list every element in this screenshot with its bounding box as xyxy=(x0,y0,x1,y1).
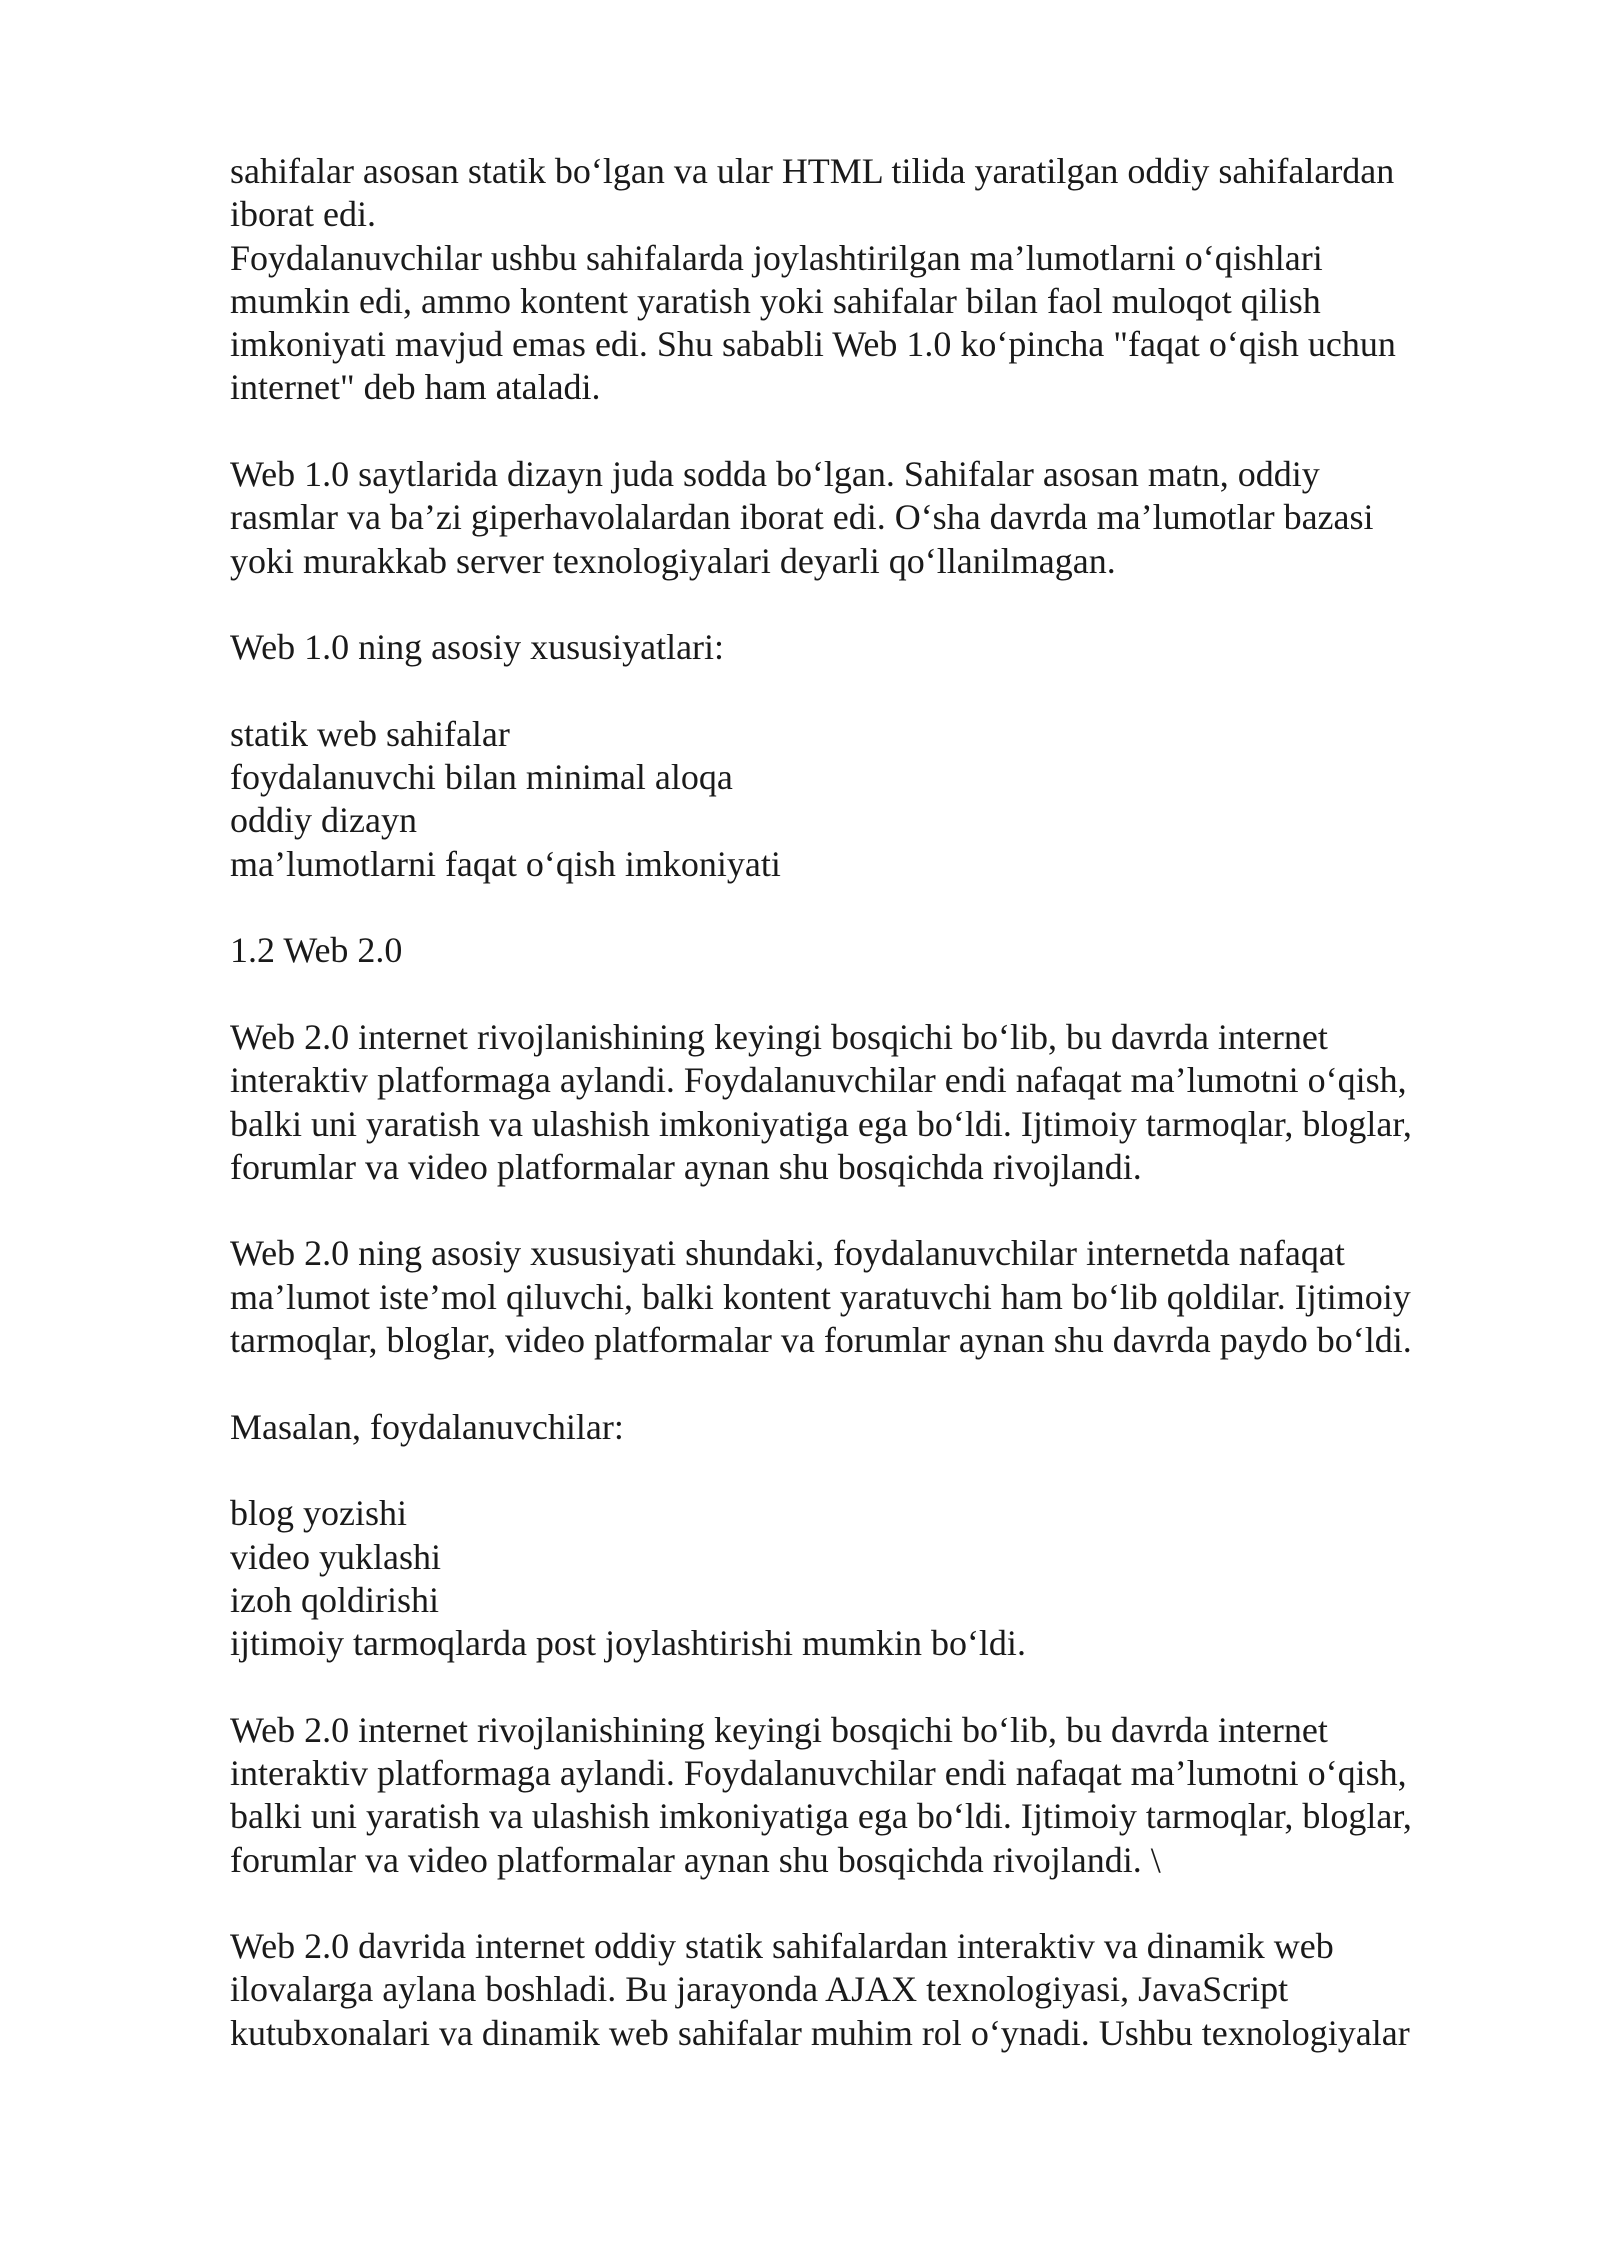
text-line: rasmlar va ba’zi giperhavolalardan iborat edi. O‘sha davrda ma’lumotlar bazasi xyxy=(230,497,1374,538)
paragraph-gap xyxy=(230,1665,1490,1708)
text-line: Foydalanuvchilar ushbu sahifalarda joylashtirilgan ma’lumotlarni o‘qishlari xyxy=(230,237,1323,278)
text-line: kutubxonalari va dinamik web sahifalar muhim rol o‘ynadi. Ushbu texnologiyalar xyxy=(230,2012,1410,2053)
text-line: balki uni yaratish va ulashish imkoniyatiga ega bo‘ldi. Ijtimoiy tarmoqlar, bloglar, xyxy=(230,1796,1412,1837)
text-line: video yuklashi xyxy=(230,1536,441,1577)
text-line: oddiy dizayn xyxy=(230,800,417,841)
text-line: ijtimoiy tarmoqlarda post joylashtirishi mumkin bo‘ldi. xyxy=(230,1623,1026,1664)
paragraph xyxy=(230,1406,1490,1449)
text-line: 1.2 Web 2.0 xyxy=(230,930,403,971)
text-line: iborat edi. xyxy=(230,194,376,235)
document-body xyxy=(230,150,1490,2055)
text-line: tarmoqlar, bloglar, video platformalar va forumlar aynan shu davrda paydo bo‘ldi. xyxy=(230,1320,1412,1361)
text-line: Masalan, foydalanuvchilar: xyxy=(230,1406,624,1447)
paragraph-gap xyxy=(230,1189,1490,1232)
text-line: blog yozishi xyxy=(230,1493,407,1534)
paragraph-gap xyxy=(230,1362,1490,1405)
paragraph-gap xyxy=(230,670,1490,713)
paragraph-gap xyxy=(230,410,1490,453)
text-line: ilovalarga aylana boshladi. Bu jarayonda AJAX texnologiyasi, JavaScript xyxy=(230,1969,1289,2010)
text-line: balki uni yaratish va ulashish imkoniyatiga ega bo‘ldi. Ijtimoiy tarmoqlar, bloglar, xyxy=(230,1103,1412,1144)
text-line: imkoniyati mavjud emas edi. Shu sababli Web 1.0 ko‘pincha "faqat o‘qish uchun xyxy=(230,324,1396,365)
paragraph xyxy=(230,453,1490,583)
text-line: foydalanuvchi bilan minimal aloqa xyxy=(230,757,733,798)
text-line: Web 2.0 internet rivojlanishining keyingi bosqichi bo‘lib, bu davrda internet xyxy=(230,1709,1328,1750)
text-line: interaktiv platformaga aylandi. Foydalanuvchilar endi nafaqat ma’lumotni o‘qish, xyxy=(230,1752,1407,1793)
text-line: forumlar va video platformalar aynan shu bosqichda rivojlandi. xyxy=(230,1146,1142,1187)
text-line: Web 2.0 ning asosiy xususiyati shundaki, foydalanuvchilar internetda nafaqat xyxy=(230,1233,1345,1274)
paragraph-gap xyxy=(230,1449,1490,1492)
text-line: izoh qoldirishi xyxy=(230,1579,439,1620)
paragraph-gap xyxy=(230,973,1490,1016)
paragraph xyxy=(230,150,1490,410)
text-line: Web 1.0 saytlarida dizayn juda sodda bo‘lgan. Sahifalar asosan matn, oddiy xyxy=(230,454,1320,495)
text-line: forumlar va video platformalar aynan shu bosqichda rivojlandi. \ xyxy=(230,1839,1161,1880)
text-line: internet" deb ham ataladi. xyxy=(230,367,601,408)
paragraph-gap xyxy=(230,886,1490,929)
text-line: statik web sahifalar xyxy=(230,713,510,754)
text-line: interaktiv platformaga aylandi. Foydalanuvchilar endi nafaqat ma’lumotni o‘qish, xyxy=(230,1060,1407,1101)
text-line: Web 1.0 ning asosiy xususiyatlari: xyxy=(230,627,725,668)
paragraph-gap xyxy=(230,583,1490,626)
paragraph xyxy=(230,1232,1490,1362)
text-line: mumkin edi, ammo kontent yaratish yoki sahifalar bilan faol muloqot qilish xyxy=(230,280,1321,321)
text-line: ma’lumot iste’mol qiluvchi, balki kontent yaratuvchi ham bo‘lib qoldilar. Ijtimoiy xyxy=(230,1276,1411,1317)
paragraph-gap xyxy=(230,1882,1490,1925)
paragraph xyxy=(230,1709,1490,1882)
paragraph xyxy=(230,929,1490,972)
text-line: sahifalar asosan statik bo‘lgan va ular HTML tilida yaratilgan oddiy sahifalardan xyxy=(230,151,1395,191)
paragraph xyxy=(230,626,1490,669)
paragraph xyxy=(230,713,1490,886)
text-line: yoki murakkab server texnologiyalari deyarli qo‘llanilmagan. xyxy=(230,540,1116,581)
text-line: Web 2.0 internet rivojlanishining keyingi bosqichi bo‘lib, bu davrda internet xyxy=(230,1016,1328,1057)
text-line: ma’lumotlarni faqat o‘qish imkoniyati xyxy=(230,843,781,884)
text-line: Web 2.0 davrida internet oddiy statik sahifalardan interaktiv va dinamik web xyxy=(230,1926,1334,1967)
paragraph xyxy=(230,1925,1490,2055)
paragraph xyxy=(230,1016,1490,1189)
paragraph xyxy=(230,1492,1490,1665)
